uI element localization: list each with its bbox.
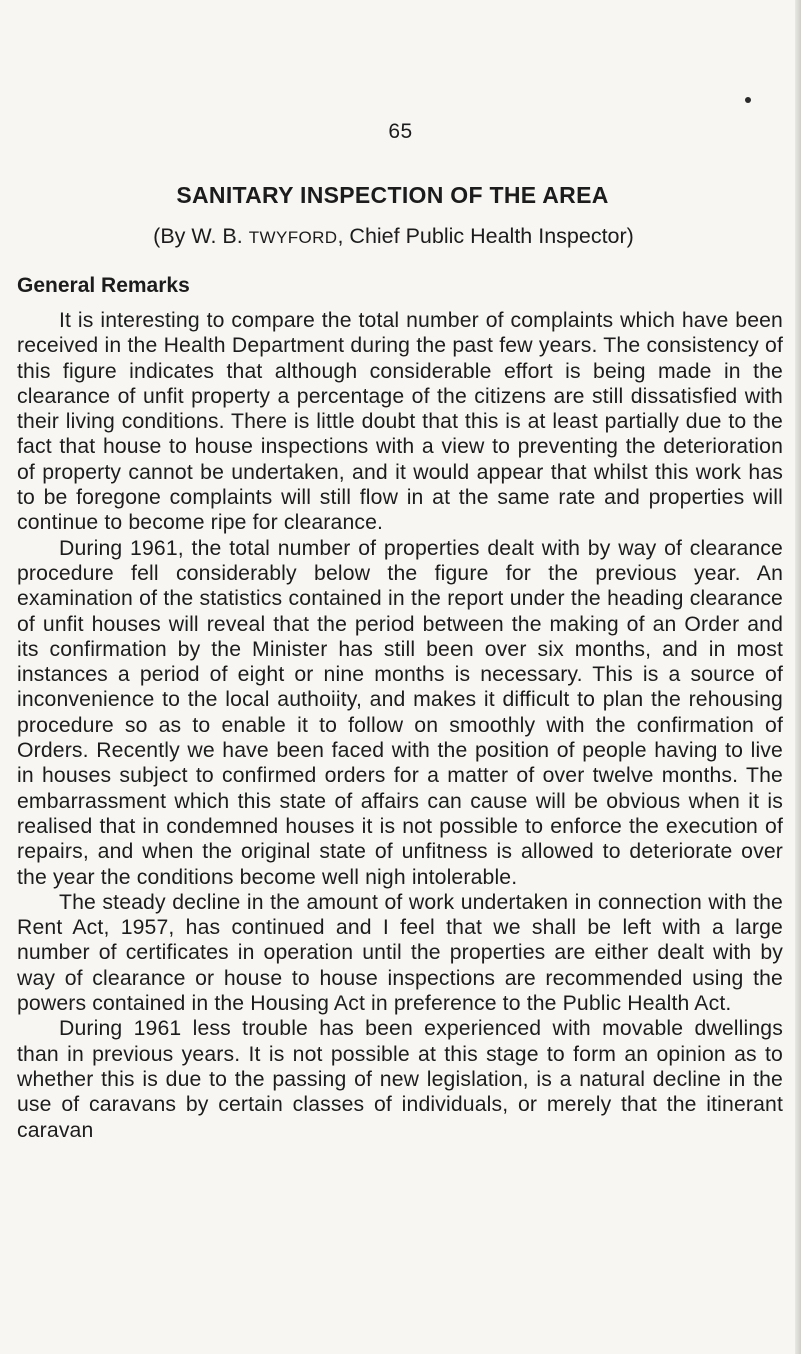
paragraph-3: The steady decline in the amount of work undertaken in connection with the Rent Act, 1957, has continued and I feel that we shall be left with a large number of certificates in operation until the properties are either dealt with by way of clearance or house to house inspections are recommended using the powers contained in the Housing Act in preference to the Public Health Act. (17, 890, 783, 1016)
section-heading: General Remarks (17, 274, 190, 297)
byline (0, 224, 801, 249)
paragraph-2: During 1961, the total number of properties dealt with by way of clearance procedure fell considerably below the figure for the previous year. An examination of the statistics contained in the report under the heading clearance of unfit houses will reveal that the period between the making of an Order and its confirmation by the Minister has still been over six months, and in most instances a period of eight or nine months is necessary. This is a source of inconvenience to the local authoiity, and makes it difficult to plan the rehousing procedure so as to enable it to follow on smoothly with the confirmation of Orders. Recently we have been faced with the position of people having to live in houses subject to confirmed orders for a matter of over twelve months. The embarrassment which this state of affairs can cause will be obvious when it is realised that in condemned houses it is not possible to enforce the execution of repairs, and when the original state of unfitness is allowed to deteriorate over the year the conditions become well nigh intolerable. (17, 536, 783, 889)
paragraph-1: It is interesting to compare the total number of complaints which have been received in the Health Department during the past few years. The consistency of this figure indicates that although considerable effort is being made in the clearance of unfit property a percentage of the citizens are still dissatisfied with their living conditions. There is little doubt that this is at least partially due to the fact that house to house inspections with a view to preventing the deterioration of property cannot be undertaken, and it would appear that whilst this work has to be foregone complaints will still flow in at the same rate and properties will continue to become ripe for clearance. (17, 309, 783, 535)
byline-author-surname: TWYFORD (248, 228, 338, 247)
body-text (17, 308, 783, 1143)
ink-speck (745, 97, 751, 103)
page-title: SANITARY INSPECTION OF THE AREA (176, 182, 609, 208)
page-number: 65 (388, 120, 413, 143)
paragraph-4: During 1961 less trouble has been experienced with movable dwellings than in previous years. It is not possible at this stage to form an opinion as to whether this is due to the passing of new legislation, is a natural decline in the use of caravans by certain classes of individuals, or merely that the itinerant caravan (17, 1017, 783, 1142)
byline-prefix: (By W. B. (153, 224, 249, 248)
byline-suffix: , Chief Public Health Inspector) (337, 224, 634, 248)
